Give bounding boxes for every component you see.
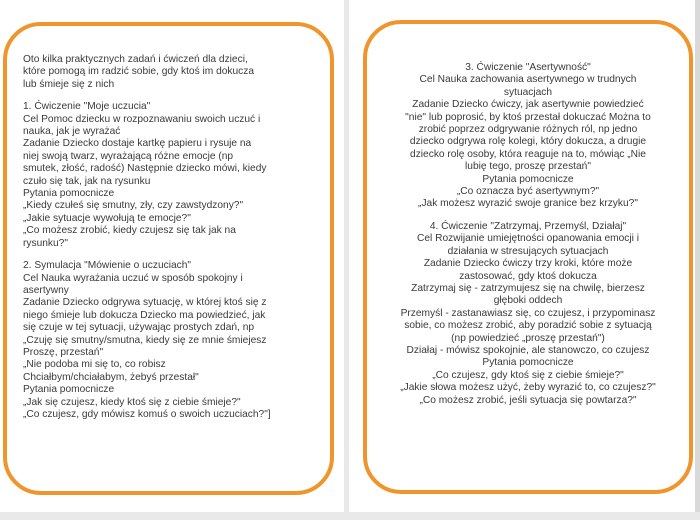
text-line: „Jakie słowa możesz użyć, żeby wyrazić to, co czujesz?" [400, 382, 656, 394]
text-line: Pytania pomocnicze [23, 384, 115, 396]
text-line: „Co czujesz, gdy mówisz komuś o swoich uczuciach?"] [23, 408, 271, 420]
text-line: Zadanie Dziecko ćwiczy trzy kroki, które może [423, 258, 633, 270]
right-page [349, 0, 700, 512]
text-line: Proszę, przestań" [23, 346, 104, 358]
text-line: się czuje w tej sytuacji, używając prostych zdań, np [23, 322, 255, 334]
text-line: niego śmieje lub dokucza Dziecko ma powiedzieć, jak [23, 309, 266, 321]
text-line: dziecko odgrywa rolę kolegi, który dokucza, a drugie [409, 136, 647, 148]
text-line: Cel Nauka zachowania asertywnego w trudnych [419, 74, 637, 86]
text-line: „Co możesz zrobić, jeśli sytuacja się powtarza?" [419, 394, 637, 406]
text-line: które pomogą im radzić sobie, gdy ktoś im dokucza [23, 66, 255, 78]
text-line: Zadanie Dziecko dostaje kartkę papieru i rysuje na [23, 138, 252, 150]
text-line: „Jakie sytuacje wywołują te emocje?" [23, 212, 191, 224]
text-line: „Kiedy czułeś się smutny, zły, czy zawstydzony?" [23, 200, 244, 212]
text-line: Pytania pomocnicze [482, 173, 574, 185]
text-line: Przemyśl - zastanawiasz się, co czujesz, i przypominasz [400, 307, 656, 319]
text-line: Zadanie Dziecko ćwiczy, jak asertywnie powiedzieć [412, 99, 644, 111]
text-line: czuło się tak, jak na rysunku [23, 175, 151, 187]
text-line: „Jak się czujesz, kiedy ktoś się z ciebie śmieje?" [23, 396, 241, 408]
text-line: „Co możesz zrobić, kiedy czujesz się tak jak na [23, 225, 236, 237]
exercise-4-title: 4. Ćwiczenie "Zatrzymaj, Przemyśl, Działaj" [429, 220, 627, 232]
text-line: Chciałbym/chciałabym, żebyś przestał" [23, 371, 199, 383]
text-line: Cel Nauka wyrażania uczuć w sposób spokojny i [23, 272, 243, 284]
text-line: Oto kilka praktycznych zadań i ćwiczeń dla dzieci, [23, 54, 248, 65]
right-card [363, 20, 693, 494]
exercise-1-title: 1. Ćwiczenie "Moje uczucia" [23, 101, 151, 113]
text-line: zrobić poprzez odgrywanie różnych ról, np jedno [418, 124, 638, 136]
text-line: dziecko rolę osoby, która reaguje na to, mówiąc „Nie [410, 148, 646, 160]
exercise-2-title: 2. Symulacja "Mówienie o uczuciach" [23, 260, 192, 272]
text-line: „Nie podoba mi się to, co robisz [23, 359, 166, 371]
text-line: Cel Rozwijanie umiejętności opanowania emocji i [417, 233, 639, 245]
text-line: (np powiedzieć „proszę przestań") [451, 332, 605, 344]
text-line: rysunku?" [23, 237, 68, 249]
text-line: zastosować, gdy ktoś dokucza [459, 270, 597, 282]
text-line: Cel Pomoc dziecku w rozpoznawaniu swoich uczuć i [23, 113, 261, 125]
scrollbar[interactable] [695, 0, 700, 512]
text-line: Działaj - mówisz spokojnie, ale stanowczo, co czujesz [406, 344, 650, 356]
text-line: nauka, jak je wyrażać [23, 126, 121, 138]
text-line: Pytania pomocnicze [23, 188, 115, 200]
text-line: „Jak możesz wyrazić swoje granice bez krzyku?" [418, 198, 638, 210]
text-line: głęboki oddech [493, 295, 563, 307]
text-line: Zatrzymaj się - zatrzymujesz się na chwilę, bierzesz [411, 282, 645, 294]
text-line: sobie, co możesz zrobić, aby poradzić sobie z sytuacją [404, 320, 652, 332]
text-line: lubię tego, proszę przestań" [465, 161, 591, 173]
text-line: sytuacjach [503, 86, 553, 98]
text-line: działania w stresujących sytuacjach [447, 245, 609, 257]
text-line: niej swoją twarz, wyrażającą różne emocje (np [23, 150, 234, 162]
text-line: smutek, złość, radość) Następnie dziecko mówi, kiedy [23, 163, 267, 175]
text-line: lub śmieje się z nich [23, 78, 115, 90]
text-line: "nie" lub poprosić, by ktoś przestał dokuczać Można to [405, 111, 651, 123]
text-line: „Czuję się smutny/smutna, kiedy się ze mnie śmiejesz [23, 334, 267, 346]
text-line: Pytania pomocnicze [482, 357, 574, 369]
exercise-1-section [23, 101, 316, 250]
text-line: Zadanie Dziecko odgrywa sytuację, w której ktoś się z [23, 297, 267, 309]
exercise-4-section [377, 221, 679, 407]
exercise-3-section [377, 62, 679, 211]
text-line: „Co czujesz, gdy ktoś się z ciebie śmieje?" [432, 369, 624, 381]
exercise-3-title: 3. Ćwiczenie "Asertywność" [465, 62, 591, 73]
left-card [3, 22, 334, 495]
text-line: „Co oznacza być asertywnym?" [456, 186, 600, 198]
left-page [0, 0, 344, 512]
intro-paragraph [23, 54, 316, 91]
text-line: asertywny [23, 284, 69, 296]
exercise-2-section [23, 260, 316, 421]
